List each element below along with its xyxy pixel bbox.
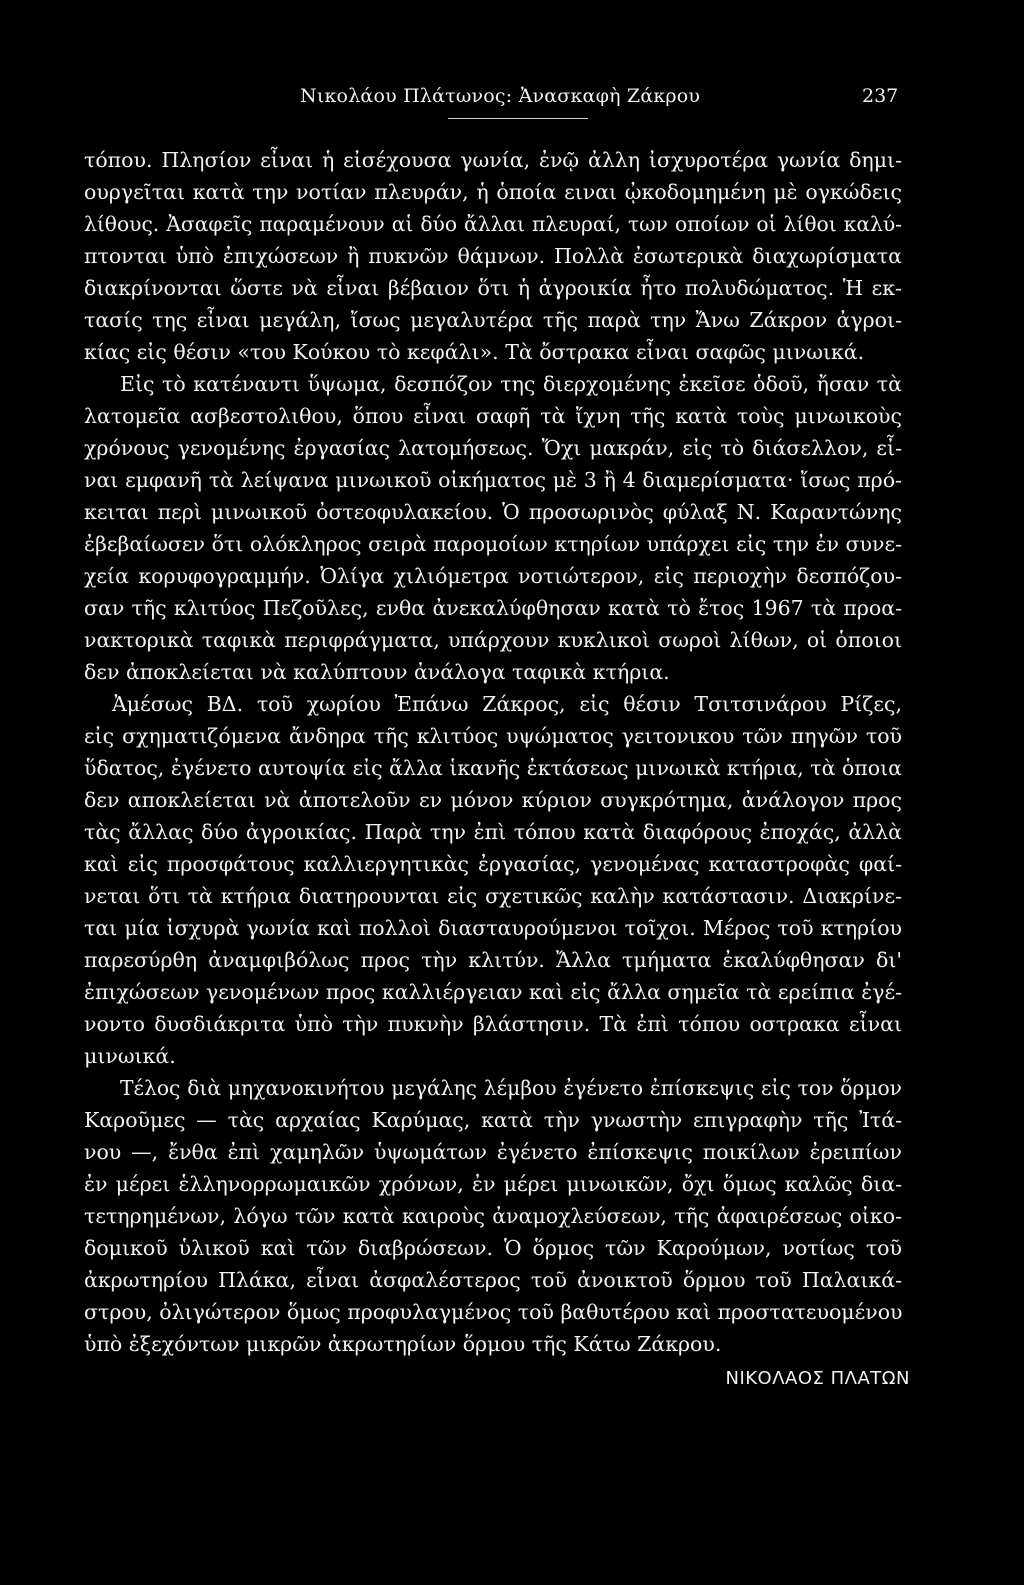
text-line: ἐπιχώσεων γενομένων προς καλλιέργειαν καὶ εἰς ἄλλα σημεῖα τὰ ερείπια ἐγέ-	[84, 980, 902, 1004]
text-line: ουργεῖται κατὰ την νοτίαν πλευράν, ἡ ὁποία ειναι ᾠκοδομημένη μὲ ογκώδεις	[84, 180, 902, 204]
text-line: διακρίνονται ὥστε νὰ εἶναι βέβαιον ὅτι ἡ ἀγροικία ἦτο πολυδώματος. Ἡ εκ-	[84, 276, 902, 300]
text-line: ναι εμφανῆ τὰ λείψανα μινωικοῦ οἰκήματος μὲ 3 ἢ 4 διαμερίσματα· ἴσως πρό-	[84, 468, 902, 492]
text-line: στρου, ὀλιγώτερον ὅμως προφυλαγμένος τοῦ βαθυτέρου καὶ προστατευομένου	[84, 1300, 903, 1324]
text-line: ται μία ἰσχυρὰ γωνία καὶ πολλοὶ διασταυρούμενοι τοῖχοι. Μέρος τοῦ κτηρίου	[84, 916, 902, 940]
text-line: λίθους. Ἀσαφεῖς παραμένουν αἱ δύο ἄλλαι πλευραί, των οποίων οἱ λίθοι καλύ-	[84, 212, 902, 236]
text-line: ὕδατος, ἐγένετο αυτοψία εἰς ἄλλα ἱκανῆς ἐκτάσεως μινωικὰ κτήρια, τὰ ὁποια	[84, 756, 902, 780]
text-line: χεία κορυφογραμμήν. Ὀλίγα χιλιόμετρα νοτιώτερον, εἰς περιοχὴν δεσπόζου-	[84, 564, 902, 588]
text-line: κειται περὶ μινωικοῦ ὀστεοφυλακείου. Ὁ προσωρινὸς φύλαξ Ν. Καραντώνης	[84, 500, 902, 524]
text-line: παρεσύρθη ἀναμφιβόλως προς τὴν κλιτύν. Ἄλλα τμήματα ἐκαλύφθησαν δι'	[84, 948, 902, 972]
text-line: ἐβεβαίωσεν ὅτι ολόκληρος σειρὰ παρομοίων κτηρίων υπάρχει εἰς την ἐν συνε-	[84, 532, 902, 556]
text-line: τόπου. Πλησίον εἶναι ἡ εἰσέχουσα γωνία, ἐνῷ ἀλλη ἰσχυροτέρα γωνία δημι-	[84, 148, 902, 172]
text-line: σαν τῆς κλιτύος Πεζοῦλες, ενθα ἀνεκαλύφθησαν κατὰ τὸ ἔτος 1967 τὰ προα-	[84, 596, 902, 620]
text-line: δεν αποκλείεται νὰ ἀποτελοῦν εν μόνον κύριον συγκρότημα, ἀνάλογον προς	[84, 788, 902, 812]
text-line: ἐν μέρει ἑλληνορρωμαικῶν χρόνων, ἐν μέρει μινωικῶν, ὄχι ὅμως καλῶς δια-	[84, 1172, 902, 1196]
text-line: μινωικά.	[84, 1044, 176, 1068]
author-signature: ΝΙΚΟΛΑΟΣ ΠΛΑΤΩΝ	[725, 1368, 910, 1389]
text-line: δομικοῦ ὑλικοῦ καὶ τῶν διαβρώσεων. Ὁ ὅρμος τῶν Καρούμων, νοτίως τοῦ	[84, 1236, 902, 1260]
text-line: χρόνους γενομένης ἐργασίας λατομήσεως. Ὄχι μακράν, εἰς τὸ διάσελλον, εἶ-	[84, 436, 902, 460]
text-line: τετηρημένων, λόγω τῶν κατὰ καιροὺς ἀναμοχλεύσεων, τῆς ἀφαιρέσεως οἰκο-	[84, 1204, 902, 1228]
text-line: τὰς ἄλλας δύο ἀγροικίας. Παρὰ την ἐπὶ τόπου κατὰ διαφόρους ἐποχάς, ἀλλὰ	[84, 820, 902, 844]
text-line: Τέλος διὰ μηχανοκινήτου μεγάλης λέμβου ἐγένετο ἐπίσκεψις εἰς τον ὅρμον	[120, 1076, 902, 1100]
text-line: νοντο δυσδιάκριτα ὑπὸ τὴν πυκνὴν βλάστησιν. Τὰ ἐπὶ τόπου οστρακα εἶναι	[84, 1012, 902, 1036]
text-line: δεν ἀποκλείεται νὰ καλύπτουν ἀνάλογα ταφικὰ κτήρια.	[84, 660, 670, 684]
text-line: ὑπὸ ἐξεχόντων μικρῶν ἀκρωτηρίων ὅρμου τῆς Κάτω Ζάκρου.	[84, 1332, 722, 1356]
text-line: νεται ὅτι τὰ κτήρια διατηρουνται εἰς σχετικῶς καλὴν κατάστασιν. Διακρίνε-	[84, 884, 902, 908]
text-line: Εἰς τὸ κατέναντι ὕψωμα, δεσπόζον της διερχομένης ἐκεῖσε ὁδοῦ, ἤσαν τὰ	[120, 372, 902, 396]
text-line: κίας εἰς θέσιν «του Κούκου τὸ κεφάλι». Τὰ ὄστρακα εἶναι σαφῶς μινωικά.	[84, 340, 865, 364]
running-title: Νικολάου Πλάτωνος: Ἀνασκαφὴ Ζάκρου	[300, 85, 701, 107]
text-line: νακτορικὰ ταφικὰ περιφράγματα, υπάρχουν κυκλικοὶ σωροὶ λίθων, οἱ ὁποιοι	[84, 628, 902, 652]
text-line: τασίς της εἶναι μεγάλη, ἴσως μεγαλυτέρα τῆς παρὰ την Ἄνω Ζάκρον ἀγροι-	[84, 308, 902, 332]
text-line: καὶ εἰς προσφάτους καλλιεργητικὰς ἐργασίας, γενομένας καταστροφὰς φαί-	[84, 852, 902, 876]
text-line: λατομεῖα ασβεστολιθου, ὅπου εἶναι σαφῆ τὰ ἴχνη τῆς κατὰ τοὺς μινωικοὺς	[84, 404, 902, 428]
text-line: Καροῦμες — τὰς αρχαίας Καρύμας, κατὰ τὴν γνωστὴν επιγραφὴν τῆς Ἰτά-	[84, 1108, 902, 1132]
text-line: ἀκρωτηρίου Πλάκα, εἶναι ἀσφαλέστερος τοῦ ἀνοικτοῦ ὅρμου τοῦ Παλαικά-	[84, 1268, 902, 1292]
text-line: πτονται ὑπὸ ἐπιχώσεων ἢ πυκνῶν θάμνων. Πολλὰ ἐσωτερικὰ διαχωρίσματα	[84, 244, 902, 268]
text-line: εἰς σχηματιζόμενα ἄνδηρα τῆς κλιτύος υψώματος γειτονικου τῶν πηγῶν τοῦ	[84, 724, 902, 748]
page-number: 237	[862, 85, 899, 107]
text-line: νου —, ἔνθα ἐπὶ χαμηλῶν ὑψωμάτων ἐγένετο ἐπίσκεψις ποικίλων ἐρειπίων	[84, 1140, 902, 1164]
text-line: Ἀμέσως ΒΔ. τοῦ χωρίου Ἐπάνω Ζάκρος, εἰς θέσιν Τσιτσινάρου Ρίζες,	[112, 692, 902, 716]
